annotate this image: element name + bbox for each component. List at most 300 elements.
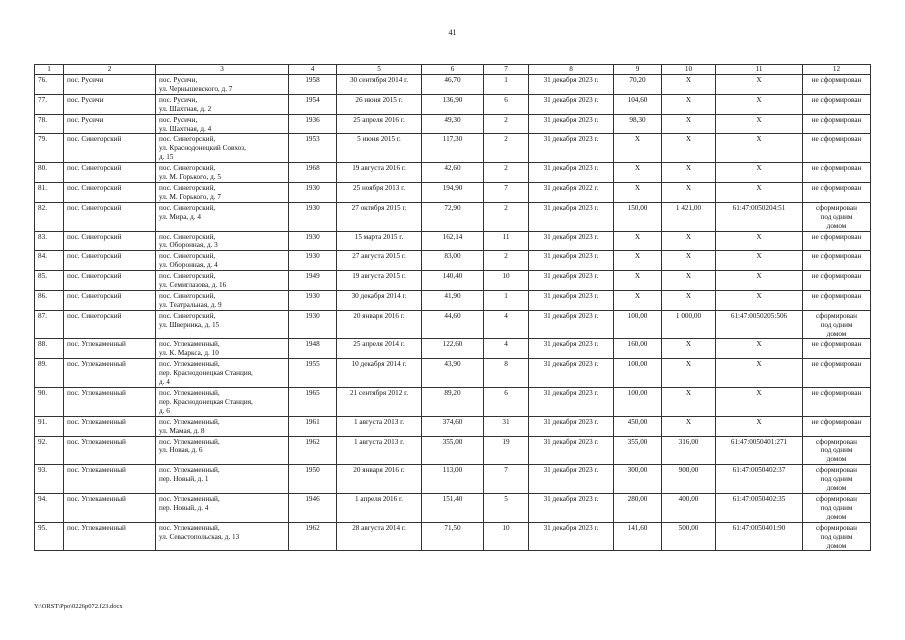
- deadline-cell: 31 декабря 2023 г.: [529, 231, 614, 251]
- date-cell: 10 декабря 2014 г.: [337, 359, 422, 388]
- date-cell: 30 декабря 2014 г.: [337, 290, 422, 310]
- deadline-cell: 31 декабря 2023 г.: [529, 465, 614, 494]
- land-status-cell-line: не сформирован: [811, 232, 862, 241]
- deadline-cell: 31 декабря 2023 г.: [529, 94, 614, 114]
- address-cell: [156, 416, 289, 436]
- year-cell: 1930: [289, 202, 337, 231]
- row-number-cell: 83.: [35, 231, 64, 251]
- date-cell: 5 июня 2015 г.: [337, 134, 422, 163]
- col10-cell: Х: [662, 290, 716, 310]
- table-row: [35, 388, 871, 417]
- settlement-cell: пос. Синегорский: [64, 202, 156, 231]
- address-cell: [156, 251, 289, 271]
- land-status-cell-line: под одним: [820, 503, 853, 512]
- address-cell-line: пер. Новый, д. 4: [159, 503, 209, 512]
- settlement-cell: пос. Углекаменный: [64, 388, 156, 417]
- area-cell: 140,40: [422, 271, 484, 291]
- col9-cell: Х: [614, 231, 662, 251]
- settlement-cell: пос. Синегорский: [64, 310, 156, 339]
- cadastral-number-cell: 61:47:0050401:90: [716, 522, 803, 551]
- col10-cell: Х: [662, 182, 716, 202]
- area-cell: 83,00: [422, 251, 484, 271]
- col9-cell: 450,00: [614, 416, 662, 436]
- housing-register-table: [34, 64, 871, 551]
- land-status-cell: [803, 75, 871, 95]
- cadastral-number-cell: Х: [716, 182, 803, 202]
- col9-cell: 100,00: [614, 310, 662, 339]
- land-status-cell: [803, 163, 871, 183]
- table-row: [35, 339, 871, 359]
- cadastral-number-cell: Х: [716, 388, 803, 417]
- table-row: [35, 436, 871, 465]
- area-cell: 117,30: [422, 134, 484, 163]
- year-cell: 1949: [289, 271, 337, 291]
- address-cell-line: пос. Углекаменный,: [159, 360, 220, 369]
- year-cell: 1962: [289, 436, 337, 465]
- address-cell-line: пос. Синегорский,: [159, 252, 216, 261]
- settlement-cell: пос. Синегорский: [64, 251, 156, 271]
- land-status-cell-line: не сформирован: [811, 115, 862, 124]
- table-row: [35, 134, 871, 163]
- land-status-cell: [803, 436, 871, 465]
- deadline-cell: 31 декабря 2023 г.: [529, 271, 614, 291]
- col9-cell: 355,00: [614, 436, 662, 465]
- settlement-cell: пос. Синегорский: [64, 134, 156, 163]
- column-header: 5: [337, 65, 422, 75]
- date-cell: 1 августа 2013 г.: [337, 436, 422, 465]
- address-cell-line: ул. Чернышевского, д. 7: [159, 84, 233, 93]
- col9-cell: 150,00: [614, 202, 662, 231]
- area-cell: 42,60: [422, 163, 484, 183]
- year-cell: 1955: [289, 359, 337, 388]
- cadastral-number-cell: Х: [716, 231, 803, 251]
- land-status-cell-line: сформирован: [816, 523, 857, 532]
- page-number: 41: [448, 28, 457, 37]
- col9-cell: Х: [614, 134, 662, 163]
- land-status-cell-line: под одним: [820, 446, 853, 455]
- land-status-cell-line: домом: [826, 329, 847, 338]
- col9-cell: 100,00: [614, 359, 662, 388]
- count-cell: 11: [484, 231, 529, 251]
- count-cell: 2: [484, 163, 529, 183]
- year-cell: 1930: [289, 251, 337, 271]
- settlement-cell: пос. Синегорский: [64, 231, 156, 251]
- area-cell: 46,70: [422, 75, 484, 95]
- col10-cell: 500,00: [662, 522, 716, 551]
- col9-cell: Х: [614, 290, 662, 310]
- table-row: [35, 271, 871, 291]
- address-cell-line: пос. Углекаменный,: [159, 523, 220, 532]
- address-cell: [156, 493, 289, 522]
- land-status-cell-line: не сформирован: [811, 389, 862, 397]
- area-cell: 136,90: [422, 94, 484, 114]
- col10-cell: Х: [662, 163, 716, 183]
- address-cell: [156, 231, 289, 251]
- deadline-cell: 31 декабря 2023 г.: [529, 522, 614, 551]
- deadline-cell: 31 декабря 2023 г.: [529, 339, 614, 359]
- row-number-cell: 93.: [35, 465, 64, 494]
- address-cell-line: пос. Углекаменный,: [159, 417, 220, 426]
- date-cell: 19 августа 2016 г.: [337, 163, 422, 183]
- row-number-cell: 86.: [35, 290, 64, 310]
- count-cell: 6: [484, 94, 529, 114]
- area-cell: 113,00: [422, 465, 484, 494]
- land-status-cell: [803, 134, 871, 163]
- count-cell: 10: [484, 271, 529, 291]
- settlement-cell: пос. Синегорский: [64, 290, 156, 310]
- col10-cell: 316,00: [662, 436, 716, 465]
- address-cell-line: пер. Краснодонецкая Станция,: [159, 397, 253, 406]
- land-status-cell-line: сформирован: [816, 437, 857, 446]
- land-status-cell-line: сформирован: [816, 311, 857, 320]
- col10-cell: Х: [662, 94, 716, 114]
- cadastral-number-cell: Х: [716, 339, 803, 359]
- row-number-cell: 84.: [35, 251, 64, 271]
- area-cell: 162,14: [422, 231, 484, 251]
- table-row: [35, 359, 871, 388]
- land-status-cell: [803, 359, 871, 388]
- address-cell-line: ул. Оборонная, д. 3: [159, 241, 218, 250]
- address-cell-line: пос. Синегорский,: [159, 311, 216, 320]
- address-cell: [156, 290, 289, 310]
- land-status-cell: [803, 231, 871, 251]
- address-cell-line: ул. Семиглазова, д. 16: [159, 281, 227, 290]
- land-status-cell-line: не сформирован: [811, 76, 862, 84]
- row-number-cell: 85.: [35, 271, 64, 291]
- date-cell: 25 апреля 2016 г.: [337, 114, 422, 134]
- address-cell-line: д. 4: [159, 378, 170, 387]
- land-status-cell-line: не сформирован: [811, 164, 862, 173]
- address-cell-line: пос. Синегорский,: [159, 203, 216, 212]
- file-path-footer: Y:\ORST\Ppo\0226p072.f23.docx: [34, 603, 123, 610]
- land-status-cell-line: не сформирован: [811, 272, 862, 281]
- address-cell: [156, 202, 289, 231]
- col9-cell: Х: [614, 182, 662, 202]
- deadline-cell: 31 декабря 2023 г.: [529, 359, 614, 388]
- col10-cell: Х: [662, 251, 716, 271]
- settlement-cell: пос. Углекаменный: [64, 359, 156, 388]
- col9-cell: Х: [614, 271, 662, 291]
- land-status-cell: [803, 465, 871, 494]
- col10-cell: Х: [662, 339, 716, 359]
- row-number-cell: 91.: [35, 416, 64, 436]
- address-cell: [156, 522, 289, 551]
- address-cell-line: пос. Синегорский,: [159, 272, 216, 281]
- year-cell: 1948: [289, 339, 337, 359]
- col9-cell: 280,00: [614, 493, 662, 522]
- address-cell-line: д. 15: [159, 153, 174, 162]
- count-cell: 7: [484, 182, 529, 202]
- date-cell: 19 августа 2015 г.: [337, 271, 422, 291]
- col9-cell: 160,00: [614, 339, 662, 359]
- land-status-cell-line: под одним: [820, 212, 853, 221]
- land-status-cell: [803, 94, 871, 114]
- settlement-cell: пос. Синегорский: [64, 182, 156, 202]
- col9-cell: Х: [614, 163, 662, 183]
- header-row: [35, 65, 871, 75]
- deadline-cell: 31 декабря 2023 г.: [529, 290, 614, 310]
- address-cell-line: ул. Мира, д. 4: [159, 212, 201, 221]
- address-cell: [156, 75, 289, 95]
- col10-cell: Х: [662, 388, 716, 417]
- count-cell: 10: [484, 522, 529, 551]
- table-row: [35, 182, 871, 202]
- address-cell: [156, 436, 289, 465]
- cadastral-number-cell: Х: [716, 163, 803, 183]
- column-header: 4: [289, 65, 337, 75]
- row-number-cell: 82.: [35, 202, 64, 231]
- area-cell: 89,20: [422, 388, 484, 417]
- address-cell: [156, 114, 289, 134]
- count-cell: 5: [484, 493, 529, 522]
- count-cell: 8: [484, 359, 529, 388]
- col10-cell: Х: [662, 271, 716, 291]
- address-cell: [156, 359, 289, 388]
- area-cell: 194,90: [422, 182, 484, 202]
- row-number-cell: 87.: [35, 310, 64, 339]
- land-status-cell: [803, 416, 871, 436]
- land-status-cell-line: сформирован: [816, 466, 857, 475]
- count-cell: 31: [484, 416, 529, 436]
- cadastral-number-cell: Х: [716, 251, 803, 271]
- table-row: [35, 251, 871, 271]
- land-status-cell: [803, 290, 871, 310]
- settlement-cell: пос. Синегорский: [64, 163, 156, 183]
- year-cell: 1962: [289, 522, 337, 551]
- address-cell-line: ул. Севастопольская, д. 13: [159, 532, 240, 541]
- address-cell-line: пер. Новый, д. 1: [159, 475, 209, 484]
- row-number-cell: 95.: [35, 522, 64, 551]
- settlement-cell: пос. Углекаменный: [64, 416, 156, 436]
- column-header: 3: [156, 65, 289, 75]
- date-cell: 20 января 2016 г.: [337, 310, 422, 339]
- address-cell: [156, 134, 289, 163]
- land-status-cell-line: домом: [826, 455, 847, 464]
- col9-cell: 300,00: [614, 465, 662, 494]
- col10-cell: Х: [662, 416, 716, 436]
- land-status-cell: [803, 493, 871, 522]
- row-number-cell: 78.: [35, 114, 64, 134]
- land-status-cell: [803, 388, 871, 417]
- deadline-cell: 31 декабря 2023 г.: [529, 114, 614, 134]
- table-row: [35, 75, 871, 95]
- date-cell: 27 августа 2015 г.: [337, 251, 422, 271]
- deadline-cell: 31 декабря 2023 г.: [529, 436, 614, 465]
- table-row: [35, 493, 871, 522]
- cadastral-number-cell: Х: [716, 114, 803, 134]
- year-cell: 1936: [289, 114, 337, 134]
- date-cell: 1 августа 2013 г.: [337, 416, 422, 436]
- col9-cell: 141,60: [614, 522, 662, 551]
- count-cell: 1: [484, 75, 529, 95]
- col10-cell: 1 000,00: [662, 310, 716, 339]
- count-cell: 4: [484, 339, 529, 359]
- deadline-cell: 31 декабря 2023 г.: [529, 202, 614, 231]
- land-status-cell: [803, 271, 871, 291]
- area-cell: 355,00: [422, 436, 484, 465]
- address-cell-line: пос. Синегорский,: [159, 164, 216, 173]
- land-status-cell-line: не сформирован: [811, 340, 862, 349]
- deadline-cell: 31 декабря 2023 г.: [529, 163, 614, 183]
- address-cell-line: ул. Театральная, д. 9: [159, 300, 222, 309]
- col10-cell: Х: [662, 75, 716, 95]
- cadastral-number-cell: Х: [716, 416, 803, 436]
- year-cell: 1930: [289, 182, 337, 202]
- land-status-cell-line: не сформирован: [811, 360, 862, 369]
- count-cell: 6: [484, 388, 529, 417]
- address-cell: [156, 163, 289, 183]
- column-header: 7: [484, 65, 529, 75]
- cadastral-number-cell: 61:47:0050402:37: [716, 465, 803, 494]
- row-number-cell: 80.: [35, 163, 64, 183]
- date-cell: 20 января 2016 г.: [337, 465, 422, 494]
- count-cell: 7: [484, 465, 529, 494]
- land-status-cell-line: не сформирован: [811, 252, 862, 261]
- land-status-cell: [803, 251, 871, 271]
- cadastral-number-cell: 61:47:0050401:271: [716, 436, 803, 465]
- area-cell: 374,60: [422, 416, 484, 436]
- address-cell-line: пер. Краснодонецкая Станция,: [159, 369, 253, 378]
- table-body: [35, 75, 871, 551]
- address-cell-line: ул. Шахтная, д. 4: [159, 124, 212, 133]
- address-cell-line: ул. М. Горького, д. 5: [159, 173, 221, 182]
- land-status-cell-line: под одним: [820, 320, 853, 329]
- address-cell-line: ул. Шверника, д. 15: [159, 320, 220, 329]
- table-row: [35, 202, 871, 231]
- col10-cell: 1 421,00: [662, 202, 716, 231]
- table-row: [35, 94, 871, 114]
- address-cell-line: пос. Углекаменный,: [159, 494, 220, 503]
- row-number-cell: 94.: [35, 493, 64, 522]
- address-cell-line: пос. Русичи,: [159, 76, 198, 84]
- column-header: 9: [614, 65, 662, 75]
- count-cell: 2: [484, 202, 529, 231]
- land-status-cell-line: не сформирован: [811, 291, 862, 300]
- area-cell: 71,50: [422, 522, 484, 551]
- land-status-cell: [803, 182, 871, 202]
- address-cell-line: пос. Синегорский,: [159, 232, 216, 241]
- address-cell-line: ул. Оборонная, д. 4: [159, 261, 218, 270]
- col9-cell: 70,20: [614, 75, 662, 95]
- settlement-cell: пос. Синегорский: [64, 271, 156, 291]
- row-number-cell: 79.: [35, 134, 64, 163]
- deadline-cell: 31 декабря 2023 г.: [529, 388, 614, 417]
- cadastral-number-cell: Х: [716, 290, 803, 310]
- col9-cell: 100,00: [614, 388, 662, 417]
- land-status-cell-line: сформирован: [816, 494, 857, 503]
- row-number-cell: 89.: [35, 359, 64, 388]
- address-cell-line: пос. Русичи,: [159, 95, 198, 104]
- address-cell-line: ул. Шахтная, д. 2: [159, 104, 212, 113]
- col9-cell: 104,60: [614, 94, 662, 114]
- column-header: 1: [35, 65, 64, 75]
- count-cell: 4: [484, 310, 529, 339]
- row-number-cell: 76.: [35, 75, 64, 95]
- settlement-cell: пос. Русичи: [64, 94, 156, 114]
- count-cell: 2: [484, 114, 529, 134]
- land-status-cell-line: не сформирован: [811, 135, 862, 144]
- year-cell: 1930: [289, 310, 337, 339]
- land-status-cell: [803, 310, 871, 339]
- address-cell: [156, 182, 289, 202]
- address-cell-line: ул. Краснодонецкий Совхоз,: [159, 144, 246, 153]
- count-cell: 2: [484, 134, 529, 163]
- address-cell: [156, 310, 289, 339]
- year-cell: 1958: [289, 75, 337, 95]
- deadline-cell: 31 декабря 2022 г.: [529, 182, 614, 202]
- address-cell: [156, 339, 289, 359]
- col10-cell: Х: [662, 231, 716, 251]
- row-number-cell: 81.: [35, 182, 64, 202]
- address-cell-line: пос. Углекаменный,: [159, 340, 220, 349]
- table-row: [35, 465, 871, 494]
- col10-cell: Х: [662, 359, 716, 388]
- settlement-cell: пос. Русичи: [64, 114, 156, 134]
- row-number-cell: 90.: [35, 388, 64, 417]
- address-cell: [156, 388, 289, 417]
- area-cell: 44,60: [422, 310, 484, 339]
- cadastral-number-cell: 61:47:0050205:506: [716, 310, 803, 339]
- cadastral-number-cell: Х: [716, 271, 803, 291]
- year-cell: 1968: [289, 163, 337, 183]
- table-row: [35, 290, 871, 310]
- address-cell-line: пос. Синегорский,: [159, 291, 216, 300]
- date-cell: 21 сентября 2012 г.: [337, 388, 422, 417]
- table-row: [35, 522, 871, 551]
- area-cell: 72,90: [422, 202, 484, 231]
- land-status-cell-line: домом: [826, 221, 847, 230]
- column-header: 2: [64, 65, 156, 75]
- table-row: [35, 163, 871, 183]
- address-cell-line: ул. Новая, д. 6: [159, 446, 203, 455]
- deadline-cell: 31 декабря 2023 г.: [529, 493, 614, 522]
- column-header: 12: [803, 65, 871, 75]
- year-cell: 1965: [289, 388, 337, 417]
- column-header: 10: [662, 65, 716, 75]
- cadastral-number-cell: 61:47:0050402:35: [716, 493, 803, 522]
- address-cell-line: ул. М. Горького, д. 7: [159, 192, 221, 201]
- area-cell: 43,90: [422, 359, 484, 388]
- table-row: [35, 310, 871, 339]
- cadastral-number-cell: 61:47:0050204:51: [716, 202, 803, 231]
- settlement-cell: пос. Углекаменный: [64, 493, 156, 522]
- settlement-cell: пос. Углекаменный: [64, 339, 156, 359]
- deadline-cell: 31 декабря 2023 г.: [529, 75, 614, 95]
- deadline-cell: 31 декабря 2023 г.: [529, 251, 614, 271]
- land-status-cell-line: домом: [826, 484, 847, 493]
- col10-cell: 400,00: [662, 493, 716, 522]
- address-cell-line: д. 6: [159, 406, 170, 415]
- col10-cell: Х: [662, 114, 716, 134]
- date-cell: 25 апреля 2014 г.: [337, 339, 422, 359]
- land-status-cell-line: сформирован: [816, 203, 857, 212]
- col9-cell: Х: [614, 251, 662, 271]
- deadline-cell: 31 декабря 2023 г.: [529, 134, 614, 163]
- date-cell: 30 сентября 2014 г.: [337, 75, 422, 95]
- year-cell: 1930: [289, 231, 337, 251]
- col9-cell: 98,30: [614, 114, 662, 134]
- address-cell-line: пос. Русичи,: [159, 115, 198, 124]
- row-number-cell: 77.: [35, 94, 64, 114]
- deadline-cell: 31 декабря 2023 г.: [529, 310, 614, 339]
- col10-cell: Х: [662, 134, 716, 163]
- address-cell-line: пос. Углекаменный,: [159, 466, 220, 475]
- address-cell-line: ул. К. Маркса, д. 10: [159, 349, 219, 358]
- year-cell: 1953: [289, 134, 337, 163]
- settlement-cell: пос. Углекаменный: [64, 436, 156, 465]
- area-cell: 151,40: [422, 493, 484, 522]
- column-header: 11: [716, 65, 803, 75]
